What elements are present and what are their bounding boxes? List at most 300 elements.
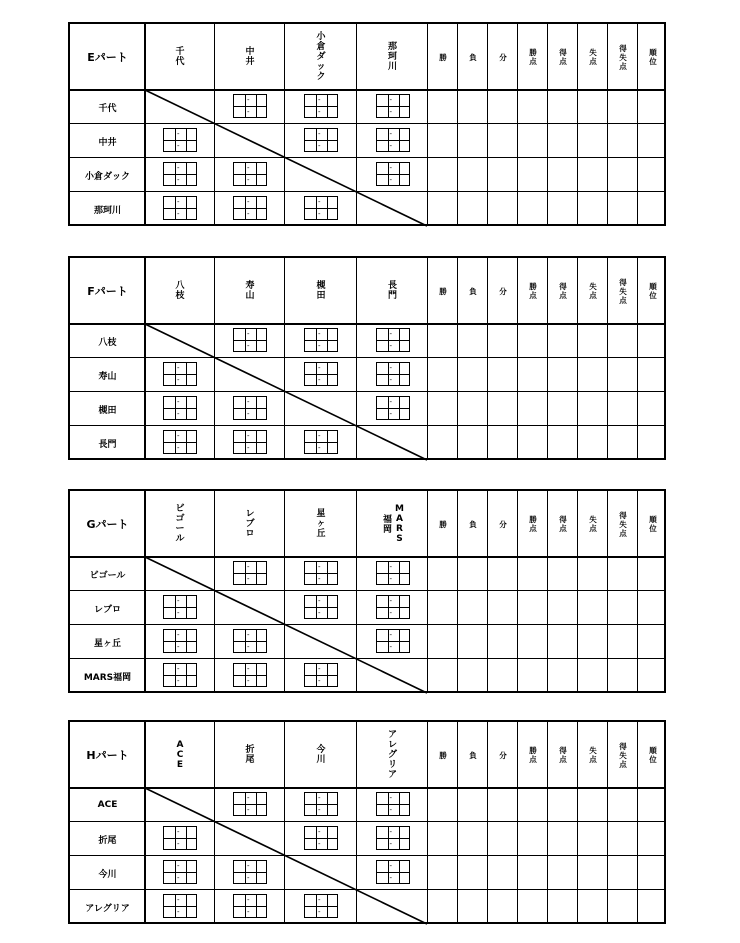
score-separator: - <box>177 643 180 651</box>
team-row-label: 寿山 <box>98 371 117 382</box>
stat-cell[interactable] <box>578 822 608 856</box>
team-row-label: 折尾 <box>98 835 117 846</box>
self-match-diagonal <box>145 90 427 226</box>
stat-cell[interactable] <box>488 324 518 358</box>
stat-header-text: 失 点 <box>589 282 597 300</box>
team-header-text: 八 枝 <box>175 281 185 301</box>
stat-cell[interactable] <box>608 324 638 358</box>
stat-column-header <box>608 491 638 557</box>
stat-cell[interactable] <box>608 158 638 192</box>
stat-cell[interactable] <box>608 822 638 856</box>
score-separator: - <box>177 210 180 218</box>
score-separator: - <box>247 210 250 218</box>
score-separator: - <box>318 828 321 836</box>
stat-cell[interactable] <box>548 625 578 659</box>
team-row-label: 八枝 <box>98 337 117 348</box>
stat-cell[interactable] <box>638 192 668 226</box>
team-header-text: ア レ グ リ ア <box>387 730 397 780</box>
stat-column-header <box>638 24 668 90</box>
stat-cell[interactable] <box>428 890 458 924</box>
score-separator: - <box>177 677 180 685</box>
score-separator: - <box>177 597 180 605</box>
stat-cell[interactable] <box>608 557 638 591</box>
stat-cell[interactable] <box>638 426 668 460</box>
score-separator: - <box>177 665 180 673</box>
stat-cell[interactable] <box>578 856 608 890</box>
stat-cell[interactable] <box>458 358 488 392</box>
stat-cell[interactable] <box>428 90 458 124</box>
score-separator: - <box>318 342 321 350</box>
stat-cell[interactable] <box>608 625 638 659</box>
diagonal-line <box>145 557 427 693</box>
team-header-text: ビ ゴ ー ル <box>175 504 185 544</box>
stat-cell[interactable] <box>488 192 518 226</box>
stat-cell[interactable] <box>608 890 638 924</box>
stat-cell[interactable] <box>638 392 668 426</box>
stat-cell[interactable] <box>518 392 548 426</box>
stat-cell[interactable] <box>428 426 458 460</box>
score-separator: - <box>247 643 250 651</box>
stat-cell[interactable] <box>518 90 548 124</box>
score-separator: - <box>389 575 393 583</box>
team-row-label: アレグリア <box>85 903 130 914</box>
self-match-diagonal <box>145 557 427 693</box>
stat-cell[interactable] <box>428 659 458 693</box>
team-column-header <box>357 722 428 788</box>
part-label: Fパート <box>87 285 128 298</box>
stat-cell[interactable] <box>638 358 668 392</box>
stat-cell[interactable] <box>638 788 668 822</box>
stat-cell[interactable] <box>578 90 608 124</box>
score-separator: - <box>389 563 393 571</box>
score-separator: - <box>318 677 321 685</box>
stat-cell[interactable] <box>638 124 668 158</box>
stat-cell[interactable] <box>608 788 638 822</box>
score-separator: - <box>247 862 250 870</box>
stat-header-text: 得 失 点 <box>619 277 627 305</box>
team-column-header <box>145 24 215 90</box>
team-column-header <box>215 491 285 557</box>
team-header-text: 千 代 <box>175 47 185 67</box>
team-column-header <box>357 491 428 557</box>
team-row-label: 槻田 <box>98 405 117 416</box>
stat-header-text: 失 点 <box>589 48 597 66</box>
stat-cell[interactable] <box>548 324 578 358</box>
stat-column-header <box>518 258 548 324</box>
score-separator: - <box>389 643 393 651</box>
stat-cell[interactable] <box>428 788 458 822</box>
stat-cell[interactable] <box>638 557 668 591</box>
stat-column-header <box>638 491 668 557</box>
team-header-text: 星 ヶ 丘 <box>316 509 326 539</box>
stat-cell[interactable] <box>638 90 668 124</box>
team-header-letters: M A R S <box>395 504 404 544</box>
score-separator: - <box>389 142 393 150</box>
stat-column-header <box>458 24 488 90</box>
stat-cell[interactable] <box>458 392 488 426</box>
stat-header-text: 分 <box>499 750 507 760</box>
stat-cell[interactable] <box>458 890 488 924</box>
stat-column-header <box>518 722 548 788</box>
stat-cell[interactable] <box>488 788 518 822</box>
score-separator: - <box>318 330 321 338</box>
self-match-diagonal <box>145 788 427 924</box>
stat-cell[interactable] <box>428 124 458 158</box>
stat-column-header <box>428 491 458 557</box>
stat-column-header <box>638 258 668 324</box>
team-row-label: 星ヶ丘 <box>93 638 121 649</box>
stat-cell[interactable] <box>428 822 458 856</box>
stat-cell[interactable] <box>638 890 668 924</box>
score-separator: - <box>389 330 393 338</box>
stat-cell[interactable] <box>608 124 638 158</box>
score-separator: - <box>318 794 321 802</box>
stat-column-header <box>608 258 638 324</box>
team-column-header <box>285 258 357 324</box>
team-header-kanji: 福岡 <box>381 514 392 534</box>
stat-cell[interactable] <box>458 591 488 625</box>
score-separator: - <box>177 398 180 406</box>
score-separator: - <box>177 432 180 440</box>
stat-cell[interactable] <box>518 788 548 822</box>
stat-cell[interactable] <box>458 625 488 659</box>
team-header-text: 中 井 <box>245 47 255 67</box>
stat-header-text: 勝 <box>439 750 447 760</box>
stat-cell[interactable] <box>548 90 578 124</box>
stat-cell[interactable] <box>518 426 548 460</box>
stat-cell[interactable] <box>428 158 458 192</box>
team-row-label: 中井 <box>98 137 117 148</box>
score-separator: - <box>247 164 250 172</box>
team-row-label: 千代 <box>98 103 117 114</box>
stat-cell[interactable] <box>608 90 638 124</box>
stat-cell[interactable] <box>518 890 548 924</box>
stat-cell[interactable] <box>578 158 608 192</box>
stat-cell[interactable] <box>608 659 638 693</box>
stat-cell[interactable] <box>488 856 518 890</box>
stat-cell[interactable] <box>548 591 578 625</box>
stat-cell[interactable] <box>518 124 548 158</box>
score-separator: - <box>247 398 250 406</box>
score-separator: - <box>389 609 393 617</box>
score-separator: - <box>318 609 321 617</box>
score-separator: - <box>177 609 180 617</box>
stat-cell[interactable] <box>608 392 638 426</box>
stat-cell[interactable] <box>518 625 548 659</box>
stat-cell[interactable] <box>458 90 488 124</box>
stat-cell[interactable] <box>428 856 458 890</box>
score-separator: - <box>177 142 180 150</box>
score-separator: - <box>177 410 180 418</box>
stat-column-header <box>428 24 458 90</box>
score-separator: - <box>177 874 180 882</box>
team-row-label: 長門 <box>98 439 117 450</box>
team-header-text: 寿 山 <box>245 281 255 301</box>
score-separator: - <box>318 364 321 372</box>
stat-cell[interactable] <box>488 358 518 392</box>
stat-cell[interactable] <box>578 426 608 460</box>
team-header-text: 折 尾 <box>245 745 255 765</box>
stat-header-text: 得 失 点 <box>619 510 627 538</box>
stat-cell[interactable] <box>578 591 608 625</box>
score-separator: - <box>247 794 250 802</box>
score-separator: - <box>177 828 180 836</box>
score-separator: - <box>318 896 321 904</box>
stat-header-text: 失 点 <box>589 515 597 533</box>
score-separator: - <box>318 575 321 583</box>
team-column-header <box>145 258 215 324</box>
part-label: Hパート <box>86 749 129 762</box>
part-label: Gパート <box>86 518 129 531</box>
score-separator: - <box>177 130 180 138</box>
team-column-header <box>285 24 357 90</box>
stat-cell[interactable] <box>578 124 608 158</box>
stat-cell[interactable] <box>428 324 458 358</box>
self-match-diagonal <box>145 324 427 460</box>
stat-cell[interactable] <box>608 358 638 392</box>
stat-cell[interactable] <box>578 659 608 693</box>
diagonal-line <box>145 788 427 924</box>
score-separator: - <box>247 96 250 104</box>
team-column-header <box>145 491 215 557</box>
score-separator: - <box>389 631 393 639</box>
team-column-header <box>215 258 285 324</box>
team-row-label: ACE <box>97 800 118 810</box>
stat-cell[interactable] <box>488 158 518 192</box>
stat-cell[interactable] <box>548 822 578 856</box>
score-separator: - <box>389 840 393 848</box>
team-row-label: レブロ <box>93 604 121 615</box>
stat-cell[interactable] <box>488 591 518 625</box>
stat-cell[interactable] <box>548 426 578 460</box>
diagonal-line <box>145 90 427 226</box>
stat-header-text: 勝 点 <box>529 746 537 764</box>
stat-cell[interactable] <box>458 426 488 460</box>
stat-cell[interactable] <box>608 591 638 625</box>
stat-cell[interactable] <box>518 192 548 226</box>
stat-header-text: 勝 <box>439 519 447 529</box>
score-separator: - <box>177 631 180 639</box>
stat-column-header <box>548 491 578 557</box>
stat-column-header <box>488 491 518 557</box>
stat-cell[interactable] <box>488 659 518 693</box>
score-separator: - <box>247 563 250 571</box>
score-separator: - <box>247 631 250 639</box>
stat-header-text: 分 <box>499 286 507 296</box>
stat-cell[interactable] <box>458 659 488 693</box>
score-separator: - <box>318 210 321 218</box>
score-separator: - <box>389 874 393 882</box>
stat-cell[interactable] <box>488 822 518 856</box>
score-separator: - <box>177 840 180 848</box>
score-separator: - <box>318 444 321 452</box>
stat-cell[interactable] <box>518 324 548 358</box>
stat-cell[interactable] <box>548 192 578 226</box>
score-separator: - <box>318 142 321 150</box>
stat-cell[interactable] <box>578 192 608 226</box>
stat-cell[interactable] <box>518 358 548 392</box>
stat-cell[interactable] <box>638 822 668 856</box>
score-separator: - <box>318 432 321 440</box>
stat-header-text: 得 点 <box>559 515 567 533</box>
stat-cell[interactable] <box>458 822 488 856</box>
score-separator: - <box>247 410 250 418</box>
stat-cell[interactable] <box>518 591 548 625</box>
score-separator: - <box>389 806 393 814</box>
stat-cell[interactable] <box>578 625 608 659</box>
stat-column-header <box>638 722 668 788</box>
stat-cell[interactable] <box>608 192 638 226</box>
score-separator: - <box>247 908 250 916</box>
stat-column-header <box>578 24 608 90</box>
team-header-text: 今 川 <box>316 745 326 765</box>
team-header-text: A C E <box>176 740 184 770</box>
score-separator: - <box>389 130 393 138</box>
stat-cell[interactable] <box>638 625 668 659</box>
stat-cell[interactable] <box>518 856 548 890</box>
score-separator: - <box>389 108 393 116</box>
score-separator: - <box>177 176 180 184</box>
stat-cell[interactable] <box>638 158 668 192</box>
score-separator: - <box>247 330 250 338</box>
team-row-label: ビゴール <box>89 570 126 581</box>
stat-cell[interactable] <box>428 192 458 226</box>
score-separator: - <box>389 597 393 605</box>
stat-cell[interactable] <box>488 90 518 124</box>
stat-cell[interactable] <box>578 392 608 426</box>
stat-header-text: 負 <box>469 52 477 62</box>
score-separator: - <box>247 806 250 814</box>
stat-column-header <box>518 24 548 90</box>
stat-cell[interactable] <box>578 890 608 924</box>
score-separator: - <box>247 896 250 904</box>
stat-cell[interactable] <box>638 659 668 693</box>
stat-column-header <box>428 722 458 788</box>
score-separator: - <box>177 896 180 904</box>
stat-column-header <box>578 258 608 324</box>
stat-cell[interactable] <box>488 625 518 659</box>
group-table <box>68 22 666 226</box>
score-separator: - <box>318 908 321 916</box>
team-header-text: レ ブ ロ <box>245 509 255 539</box>
stat-column-header <box>488 722 518 788</box>
stat-cell[interactable] <box>518 822 548 856</box>
score-separator: - <box>389 862 393 870</box>
stat-cell[interactable] <box>458 788 488 822</box>
stat-cell[interactable] <box>458 192 488 226</box>
team-row-label: MARS福岡 <box>83 672 132 683</box>
team-column-header <box>285 491 357 557</box>
stat-cell[interactable] <box>608 426 638 460</box>
score-separator: - <box>247 198 250 206</box>
stat-cell[interactable] <box>458 856 488 890</box>
stat-header-text: 勝 点 <box>529 515 537 533</box>
team-row-label: 今川 <box>98 869 117 880</box>
stat-column-header <box>488 24 518 90</box>
score-separator: - <box>177 164 180 172</box>
team-header-text: 長 門 <box>387 281 397 301</box>
score-separator: - <box>318 108 321 116</box>
stat-column-header <box>578 491 608 557</box>
stat-cell[interactable] <box>518 557 548 591</box>
stat-cell[interactable] <box>548 557 578 591</box>
score-separator: - <box>318 597 321 605</box>
stat-cell[interactable] <box>638 591 668 625</box>
stat-cell[interactable] <box>458 158 488 192</box>
stat-header-text: 得 失 点 <box>619 43 627 71</box>
stat-cell[interactable] <box>458 124 488 158</box>
score-separator: - <box>318 840 321 848</box>
stat-cell[interactable] <box>578 557 608 591</box>
stat-cell[interactable] <box>548 158 578 192</box>
score-separator: - <box>389 828 393 836</box>
stat-cell[interactable] <box>488 890 518 924</box>
stat-cell[interactable] <box>548 856 578 890</box>
score-separator: - <box>177 444 180 452</box>
stat-header-text: 得 点 <box>559 746 567 764</box>
score-separator: - <box>318 665 321 673</box>
score-separator: - <box>389 376 393 384</box>
stat-cell[interactable] <box>458 324 488 358</box>
stat-cell[interactable] <box>548 659 578 693</box>
team-row-label: 那珂川 <box>93 205 121 216</box>
stat-header-text: 勝 点 <box>529 48 537 66</box>
team-column-header <box>357 258 428 324</box>
stat-cell[interactable] <box>608 856 638 890</box>
stat-cell[interactable] <box>428 591 458 625</box>
stat-cell[interactable] <box>548 124 578 158</box>
score-separator: - <box>389 410 393 418</box>
score-separator: - <box>247 874 250 882</box>
stat-cell[interactable] <box>578 324 608 358</box>
stat-cell[interactable] <box>428 392 458 426</box>
stat-column-header <box>428 258 458 324</box>
score-separator: - <box>318 376 321 384</box>
stat-cell[interactable] <box>518 158 548 192</box>
stat-cell[interactable] <box>428 557 458 591</box>
stat-cell[interactable] <box>548 788 578 822</box>
stat-cell[interactable] <box>488 392 518 426</box>
stat-cell[interactable] <box>578 358 608 392</box>
stat-column-header <box>548 24 578 90</box>
stat-header-text: 負 <box>469 286 477 296</box>
stat-cell[interactable] <box>548 890 578 924</box>
stat-cell[interactable] <box>488 557 518 591</box>
stat-cell[interactable] <box>638 324 668 358</box>
stat-cell[interactable] <box>548 392 578 426</box>
team-row-label: 小倉ダック <box>84 171 130 182</box>
stat-cell[interactable] <box>488 426 518 460</box>
team-column-header <box>145 722 215 788</box>
stat-cell[interactable] <box>518 659 548 693</box>
score-separator: - <box>389 364 393 372</box>
team-column-header <box>357 24 428 90</box>
stat-cell[interactable] <box>578 788 608 822</box>
stat-cell[interactable] <box>548 358 578 392</box>
score-separator: - <box>318 130 321 138</box>
score-separator: - <box>177 364 180 372</box>
stat-header-text: 負 <box>469 519 477 529</box>
stat-header-text: 順 位 <box>649 515 657 533</box>
stat-cell[interactable] <box>428 358 458 392</box>
stat-cell[interactable] <box>488 124 518 158</box>
stat-cell[interactable] <box>428 625 458 659</box>
stat-column-header <box>488 258 518 324</box>
stat-cell[interactable] <box>458 557 488 591</box>
stat-cell[interactable] <box>638 856 668 890</box>
stat-header-text: 分 <box>499 519 507 529</box>
group-table <box>68 256 666 460</box>
